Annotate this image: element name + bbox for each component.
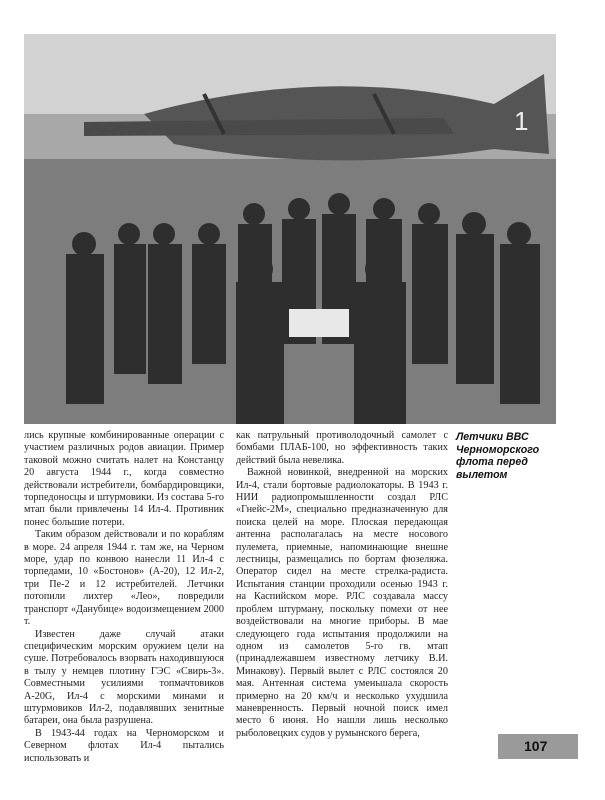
tail-number: 1	[514, 106, 529, 136]
text-column-middle	[236, 430, 448, 740]
paragraph: Таким образом действовали и по кораблям в море. 24 апреля 1944 г. там же, на Черном море, удар по конвою нанесли 11 Ил-4 с торпедами, 10 «Бостонов» (А-20), 12 Ил-2, три Пе-2 и 12 истребителей. Летчики потопили лихтер «Лео», повредили транспорт «Данубице» водоизмещением 2000 т.	[24, 529, 224, 628]
paragraph: В 1943-44 годах на Черноморском и Северном флотах Ил-4 пытались использовать и	[24, 727, 224, 764]
text-column-left	[24, 430, 224, 765]
photo-caption: Летчики ВВС Черноморского флота перед вылетом	[456, 431, 540, 481]
photo	[24, 34, 556, 424]
paragraph: Важной новинкой, внедренной на морских Ил-4, стали бортовые радиолокаторы. В 1943 г. НИИ радиопромышленности создал РЛС «Гнейс-2М», специально предназначенную для поиска целей на море. Плоская передающая антенна располагалась на месте носового пулемета, приемные, напоминающие внешне лестницы, размещались по бортам фюзеляжа. Оператор сидел на месте стрелка-радиста. Испытания станции проходили осенью 1943 г. на Каспийском море. РЛС создавала массу проблем штурману, поскольку помехи от нее воздействовали на многие приборы. В мае следующего года испытания продолжили на одном из самолетов 5-го гв. мтап (принадлежавшем известному летчику В.И. Минакову). Первый вылет с РЛС состоялся 20 мая. Антенная система уменьшала скорость примерно на 20 км/ч и несколько ухудшила маневренность. Первый ночной поиск имел место 6 июня. Но нашли лишь несколько рыболовецких судов у румынского берега,	[236, 467, 448, 739]
map-sheet	[289, 309, 349, 337]
paragraph: Известен даже случай атаки специфическим морским оружием цели на суше. Потребовалось взорвать находившуюся в тылу у немцев плотину ГЭС «Свирь-3». Совместными усилиями топмачтовиков А-20G, Ил-4 с морскими минами и штурмовиков Ил-2, подавлявших зенитные батареи, она была разрушена.	[24, 628, 224, 727]
photo-aircraft-crew-icon	[24, 34, 556, 424]
paragraph: как патрульный противолодочный самолет с бомбами ПЛАБ-100, но эффективность таких действий была невелика.	[236, 430, 448, 466]
page-number: 107	[524, 738, 548, 754]
paragraph: лись крупные комбинированные операции с участием различных родов авиации. Пример таковой можно считать налет на Констанцу 20 августа 1944 г., когда совместно действовали истребители, бомбардировщики, торпедоносцы и штурмовики. Из состава 5-го мтап были привлечены 14 Ил-4. Противник понес большие потери.	[24, 430, 224, 528]
